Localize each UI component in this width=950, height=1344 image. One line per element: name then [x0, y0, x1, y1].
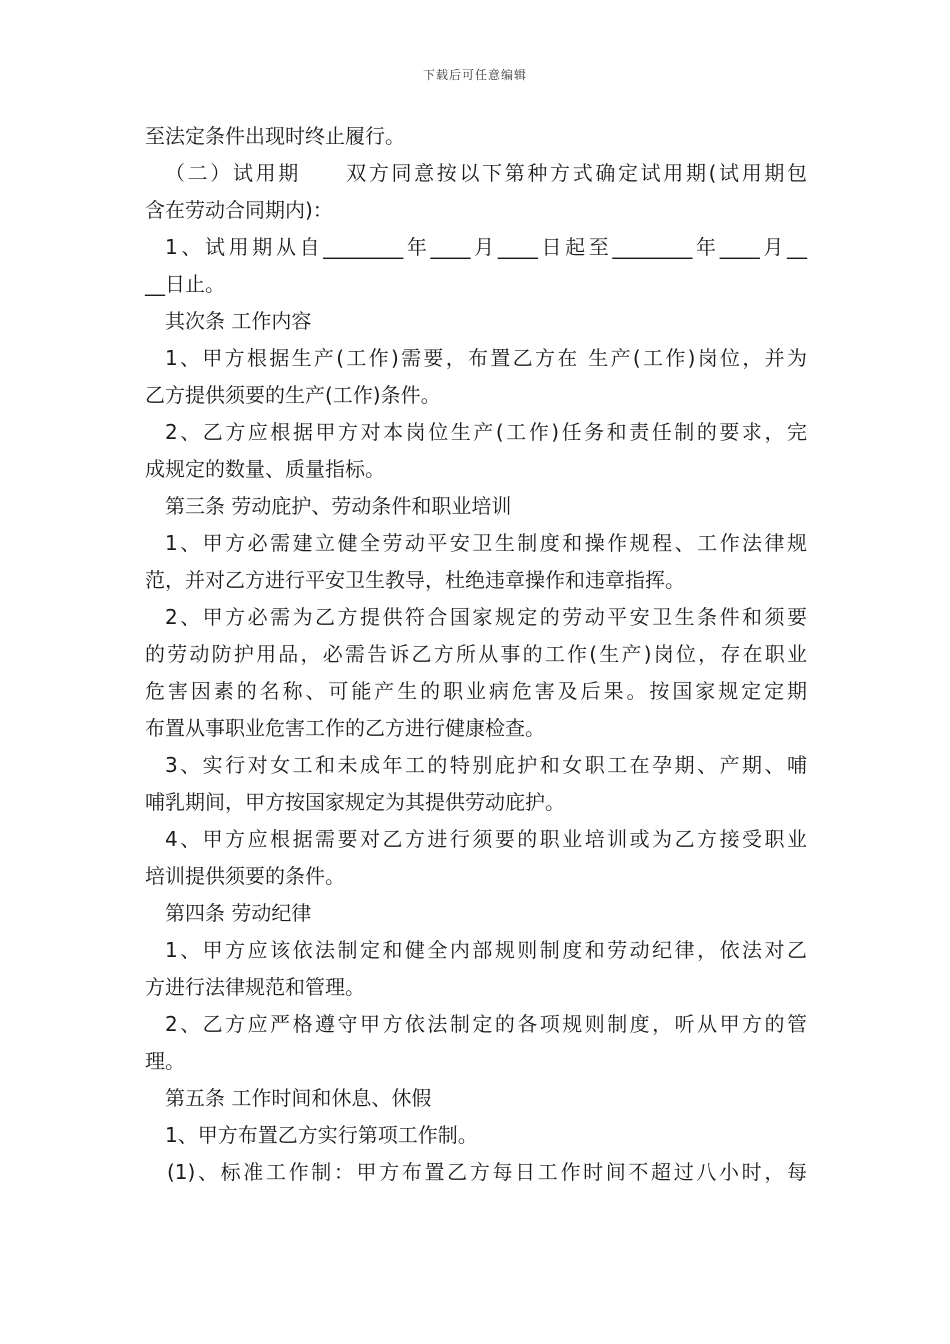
- document-line: 布置从事职业危害工作的乙方进行健康检查。: [145, 716, 545, 740]
- document-line: 4、甲方应根据需要对乙方进行须要的职业培训或为乙方接受职业: [165, 827, 807, 851]
- document-line: 培训提供须要的条件。: [145, 864, 345, 888]
- document-line: 第三条 劳动庇护、劳动条件和职业培训: [165, 494, 512, 518]
- document-line: 理。: [145, 1049, 185, 1073]
- document-line: 方进行法律规范和管理。: [145, 975, 365, 999]
- document-line: 成规定的数量、质量指标。: [145, 457, 385, 481]
- document-body: [145, 118, 807, 1191]
- document-line: 乙方提供须要的生产(工作)条件。: [145, 383, 441, 407]
- document-line: 2、甲方必需为乙方提供符合国家规定的劳动平安卫生条件和须要: [165, 605, 807, 629]
- document-line: （二）试用期 双方同意按以下第种方式确定试用期(试用期包: [165, 161, 807, 185]
- document-line: 3、实行对女工和未成年工的特别庇护和女职工在孕期、产期、哺: [165, 753, 807, 777]
- document-line: 至法定条件出现时终止履行。: [145, 124, 405, 148]
- document-line: 第四条 劳动纪律: [165, 901, 312, 925]
- document-line: 第五条 工作时间和休息、休假: [165, 1086, 432, 1110]
- document-line: 2、乙方应根据甲方对本岗位生产(工作)任务和责任制的要求，完: [165, 420, 807, 444]
- document-line: 1、甲方必需建立健全劳动平安卫生制度和操作规程、工作法律规: [165, 531, 807, 555]
- document-line: 哺乳期间，甲方按国家规定为其提供劳动庇护。: [145, 790, 565, 814]
- document-line: 范，并对乙方进行平安卫生教导，杜绝违章操作和违章指挥。: [145, 568, 685, 592]
- page-header: 下载后可任意编辑: [422, 68, 527, 82]
- document-line: 1、甲方应该依法制定和健全内部规则制度和劳动纪律，依法对乙: [165, 938, 807, 962]
- document-line: 含在劳动合同期内)：: [145, 198, 333, 222]
- document-line: 危害因素的名称、可能产生的职业病危害及后果。按国家规定定期: [145, 679, 807, 703]
- document-line: (1)、标准工作制：甲方布置乙方每日工作时间不超过八小时，每: [167, 1160, 807, 1184]
- document-line: __日止。: [145, 272, 225, 296]
- document-line: 的劳动防护用品，必需告诉乙方所从事的工作(生产)岗位，存在职业: [145, 642, 807, 666]
- document-line: 2、乙方应严格遵守甲方依法制定的各项规则制度，听从甲方的管: [165, 1012, 807, 1036]
- document-line: 其次条 工作内容: [165, 309, 312, 333]
- document-line: 1、甲方布置乙方实行第项工作制。: [165, 1123, 478, 1147]
- document-line: 1、试用期从自________年____月____日起至________年____月__: [165, 235, 807, 259]
- document-line: 1、甲方根据生产(工作)需要，布置乙方在 生产(工作)岗位，并为: [165, 346, 807, 370]
